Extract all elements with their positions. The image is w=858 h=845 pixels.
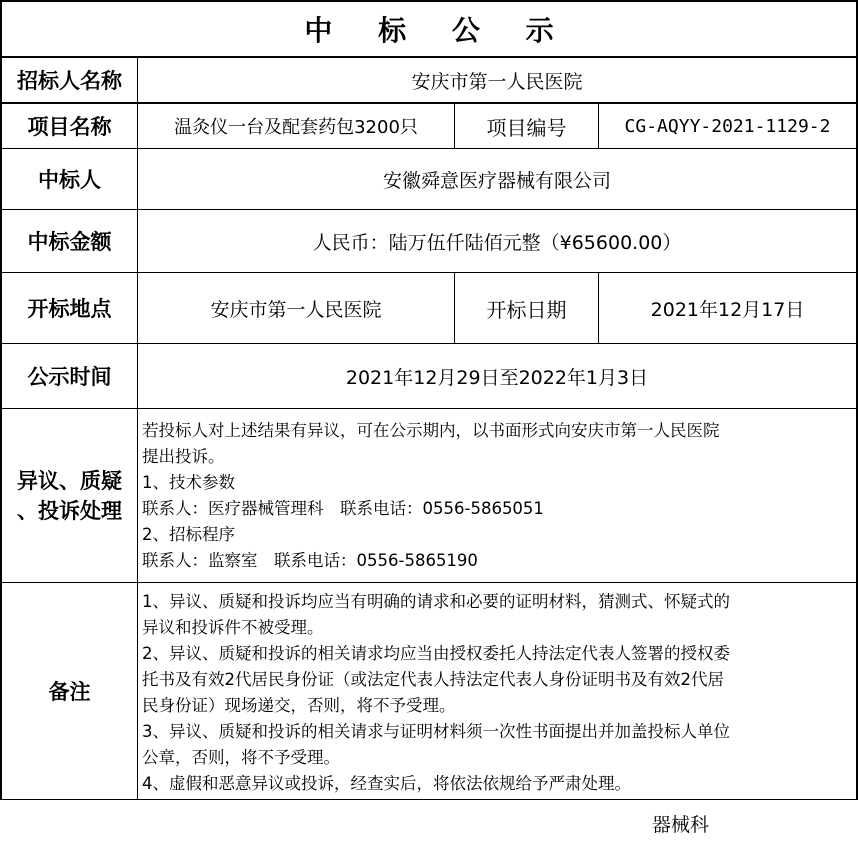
opening-place-value: 安庆市第一人民医院	[210, 298, 382, 321]
opening-date-value: 2021年12月17日	[650, 298, 805, 321]
tenderer-label: 招标人名称	[17, 69, 122, 93]
period-label: 公示时间	[27, 365, 112, 389]
project-name-value: 温灸仪一台及配套药包3200只	[174, 117, 418, 138]
objection-text	[142, 418, 854, 574]
remarks-line: 3、异议、质疑和投诉的相关请求与证明材料须一次性书面提出并加盖投标人单位	[142, 722, 730, 741]
opening-place-label: 开标地点	[27, 297, 112, 321]
objection-label	[2, 409, 137, 582]
footer-department: 器械科	[652, 814, 710, 836]
remarks-line: 2、异议、质疑和投诉的相关请求均应当由授权委托人持法定代表人签署的授权委	[142, 644, 730, 663]
objection-line: 若投标人对上述结果有异议，可在公示期内，以书面形式向安庆市第一人民医院	[142, 421, 720, 440]
remarks-line: 异议和投诉件不被受理。	[142, 618, 324, 637]
objection-line: 联系人：医疗器械管理科 联系电话：0556-5865051	[142, 499, 544, 518]
amount-value: 人民币：陆万伍仟陆佰元整（¥65600.00）	[312, 231, 682, 254]
remarks-text	[142, 589, 854, 797]
page-title: 中 标 公 示	[304, 14, 572, 47]
objection-line: 2、招标程序	[142, 525, 235, 544]
objection-line: 联系人：监察室 联系电话：0556-5865190	[142, 551, 478, 570]
remarks-line: 民身份证）现场递交，否则，将不予受理。	[142, 696, 456, 715]
objection-label-line: 、投诉处理	[17, 498, 122, 523]
opening-date-label: 开标日期	[486, 297, 567, 322]
remarks-line: 1、异议、质疑和投诉均应当有明确的请求和必要的证明材料，猜测式、怀疑式的	[142, 592, 730, 611]
tenderer-value: 安庆市第一人民医院	[411, 70, 583, 93]
remarks-label: 备注	[48, 680, 91, 704]
winner-label: 中标人	[38, 168, 101, 192]
project-number-label: 项目编号	[486, 115, 567, 140]
remarks-line: 公章，否则，将不予受理。	[142, 748, 340, 767]
objection-line: 提出投诉。	[142, 447, 225, 466]
amount-label: 中标金额	[27, 230, 112, 254]
objection-line: 1、技术参数	[142, 473, 235, 492]
remarks-line: 托书及有效2代居民身份证（或法定代表人持法定代表人身份证明书及有效2代居	[142, 670, 724, 689]
objection-label-line: 异议、质疑	[17, 468, 122, 493]
period-value: 2021年12月29日至2022年1月3日	[345, 366, 649, 389]
project-number-value: CG-AQYY-2021-1129-2	[624, 115, 831, 137]
winner-value: 安徽舜意医疗器械有限公司	[382, 169, 611, 192]
rule	[0, 799, 858, 800]
project-name-label: 项目名称	[27, 115, 112, 139]
remarks-line: 4、虚假和恶意异议或投诉，经查实后，将依法依规给予严肃处理。	[142, 774, 631, 793]
